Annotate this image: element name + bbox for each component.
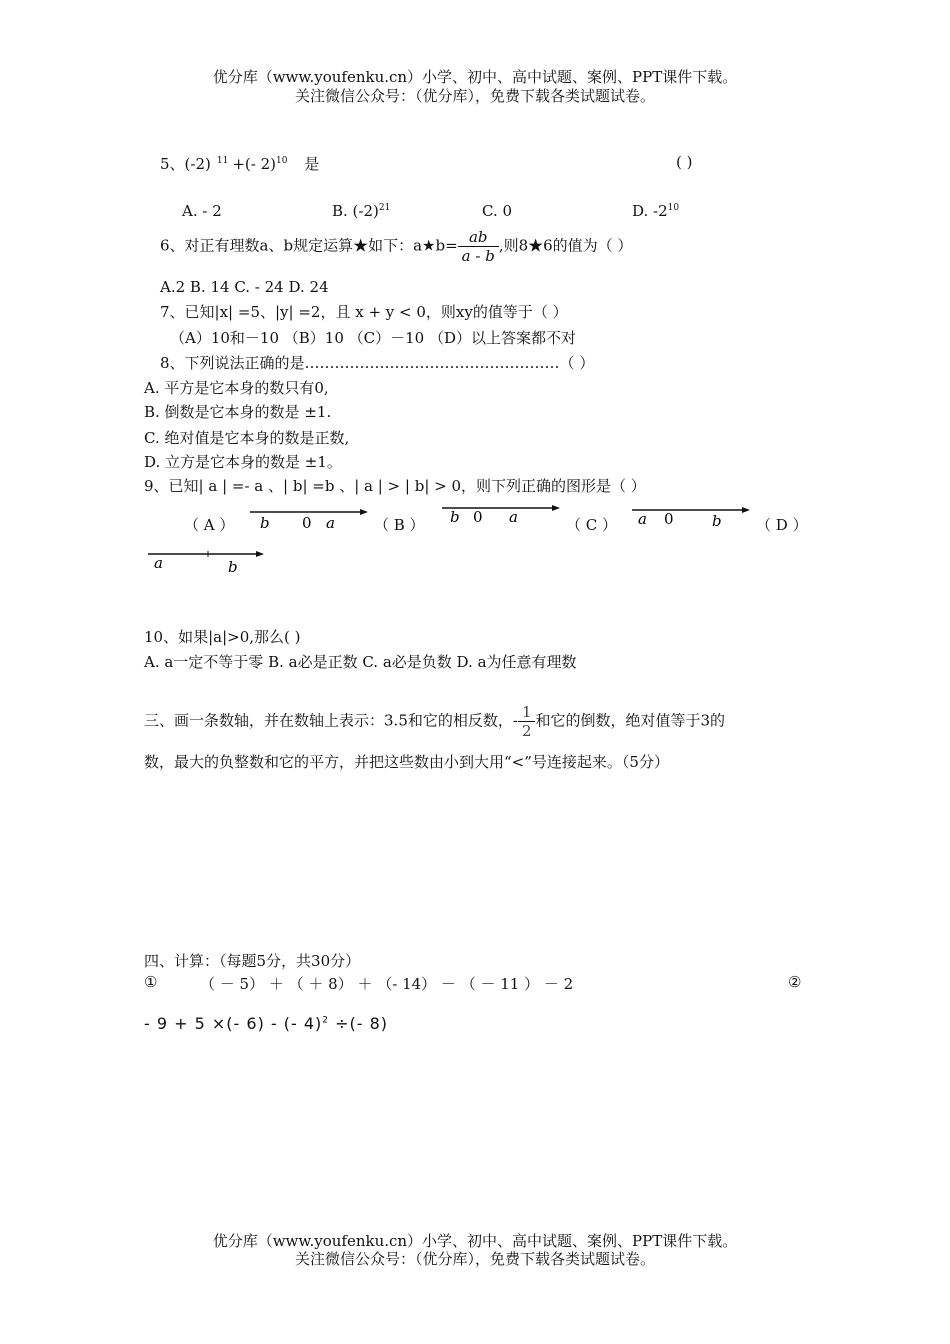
q9-figb-a: a (509, 508, 518, 526)
q9-label-a: （ A ） (184, 516, 235, 534)
q6-stem: 6、对正有理数a、b规定运算★如下：a★b= $\frac{ab}{a - b}$ ,则8★6的值为（ ） (160, 228, 633, 265)
q9-stem: 9、已知| a | =- a 、| b| =b 、| a | > | b| > 0，则下列正确的图形是（ ） (144, 477, 646, 495)
q8-option-b: B. 倒数是它本身的数是 ±1. (144, 403, 332, 421)
sec4-title: 四、计算：（每题5分，共30分） (144, 952, 361, 970)
sec4-problem2-expr: - 9 + 5 ×(- 6) - (- 4)$^2$ ÷(- 8) (144, 1014, 389, 1033)
sec3-line-1: 三、画一条数轴，并在数轴上表示：3.5和它的相反数，- $\frac{1}{2}$ 和它的倒数，绝对值等于3的 (144, 703, 726, 740)
header-line-1: 优分库（www.youfenku.cn）小学、初中、高中试题、案例、PPT课件下载。 (212, 68, 738, 86)
q6-options: A.2 B. 14 C. - 24 D. 24 (160, 278, 329, 296)
q9-figc-b: b (712, 512, 722, 530)
q9-figure-b (442, 500, 562, 528)
q9-label-d: （ D ） (756, 516, 808, 534)
q10-stem: 10、如果|a|>0,那么( ) (144, 628, 301, 646)
q9-figb-b: b (450, 508, 460, 526)
footer-line-2: 关注微信公众号：（优分库），免费下载各类试题试卷。 (294, 1250, 655, 1268)
q9-figure-c (632, 502, 752, 530)
q5-option-b: B. $(-2)^{21}$ (332, 202, 391, 220)
q9-figb-0: 0 (473, 508, 483, 526)
sec4-problem2-mark: ② (788, 973, 802, 991)
q9-figc-0: 0 (664, 510, 674, 528)
sec3-fraction: $\frac{1}{2}$ (518, 703, 536, 740)
q9-figure-d (148, 548, 268, 576)
q6-fraction: $\frac{ab}{a - b}$ (458, 228, 499, 265)
q7-options: （A）10和－10 （B）10 （C）－10 （D）以上答案都不对 (170, 329, 577, 347)
q9-label-c: （ C ） (566, 516, 618, 534)
q9-figa-b: b (260, 514, 270, 532)
q9-figc-a: a (638, 510, 647, 528)
q9-figd-a: a (154, 554, 163, 572)
footer-line-1: 优分库（www.youfenku.cn）小学、初中、高中试题、案例、PPT课件下载。 (212, 1232, 738, 1250)
sec4-problem1-expr: （ － 5） ＋ （ ＋ 8） ＋ （- 14） － （ － 11 ） － 2 (200, 975, 574, 993)
q8-stem: 8、下列说法正确的是……………………………………………（ ） (160, 354, 595, 372)
header-line-2: 关注微信公众号：（优分库），免费下载各类试题试卷。 (294, 87, 655, 105)
q9-figd-b: b (228, 558, 238, 576)
sec3-line-2: 数，最大的负整数和它的平方，并把这些数由小到大用“<”号连接起来。（5分） (144, 753, 669, 771)
q5-option-c: C. 0 (482, 202, 513, 220)
q9-figure-a (250, 504, 370, 532)
q8-option-c: C. 绝对值是它本身的数是正数, (144, 429, 350, 447)
q9-figa-0: 0 (302, 514, 312, 532)
q10-options: A. a一定不等于零 B. a必是正数 C. a必是负数 D. a为任意有理数 (144, 653, 577, 671)
sec4-problem1-mark: ① (144, 973, 158, 991)
q8-option-d: D. 立方是它本身的数是 ±1。 (144, 453, 342, 471)
q5-option-a: A. - 2 (182, 202, 222, 220)
q9-figa-a: a (326, 514, 335, 532)
q5-answer-paren: ( ) (676, 153, 693, 171)
q8-option-a: A. 平方是它本身的数只有0, (144, 379, 329, 397)
q7-stem: 7、已知|x| =5、|y| =2，且 x + y < 0，则xy的值等于（ ） (160, 303, 568, 321)
q5-option-d: D. $-2^{10}$ (632, 202, 680, 220)
q9-label-b: （ B ） (374, 516, 425, 534)
q5-stem: 5、(-2) $^{11}$ +(- 2)$^{10}$ 是 (160, 155, 320, 173)
